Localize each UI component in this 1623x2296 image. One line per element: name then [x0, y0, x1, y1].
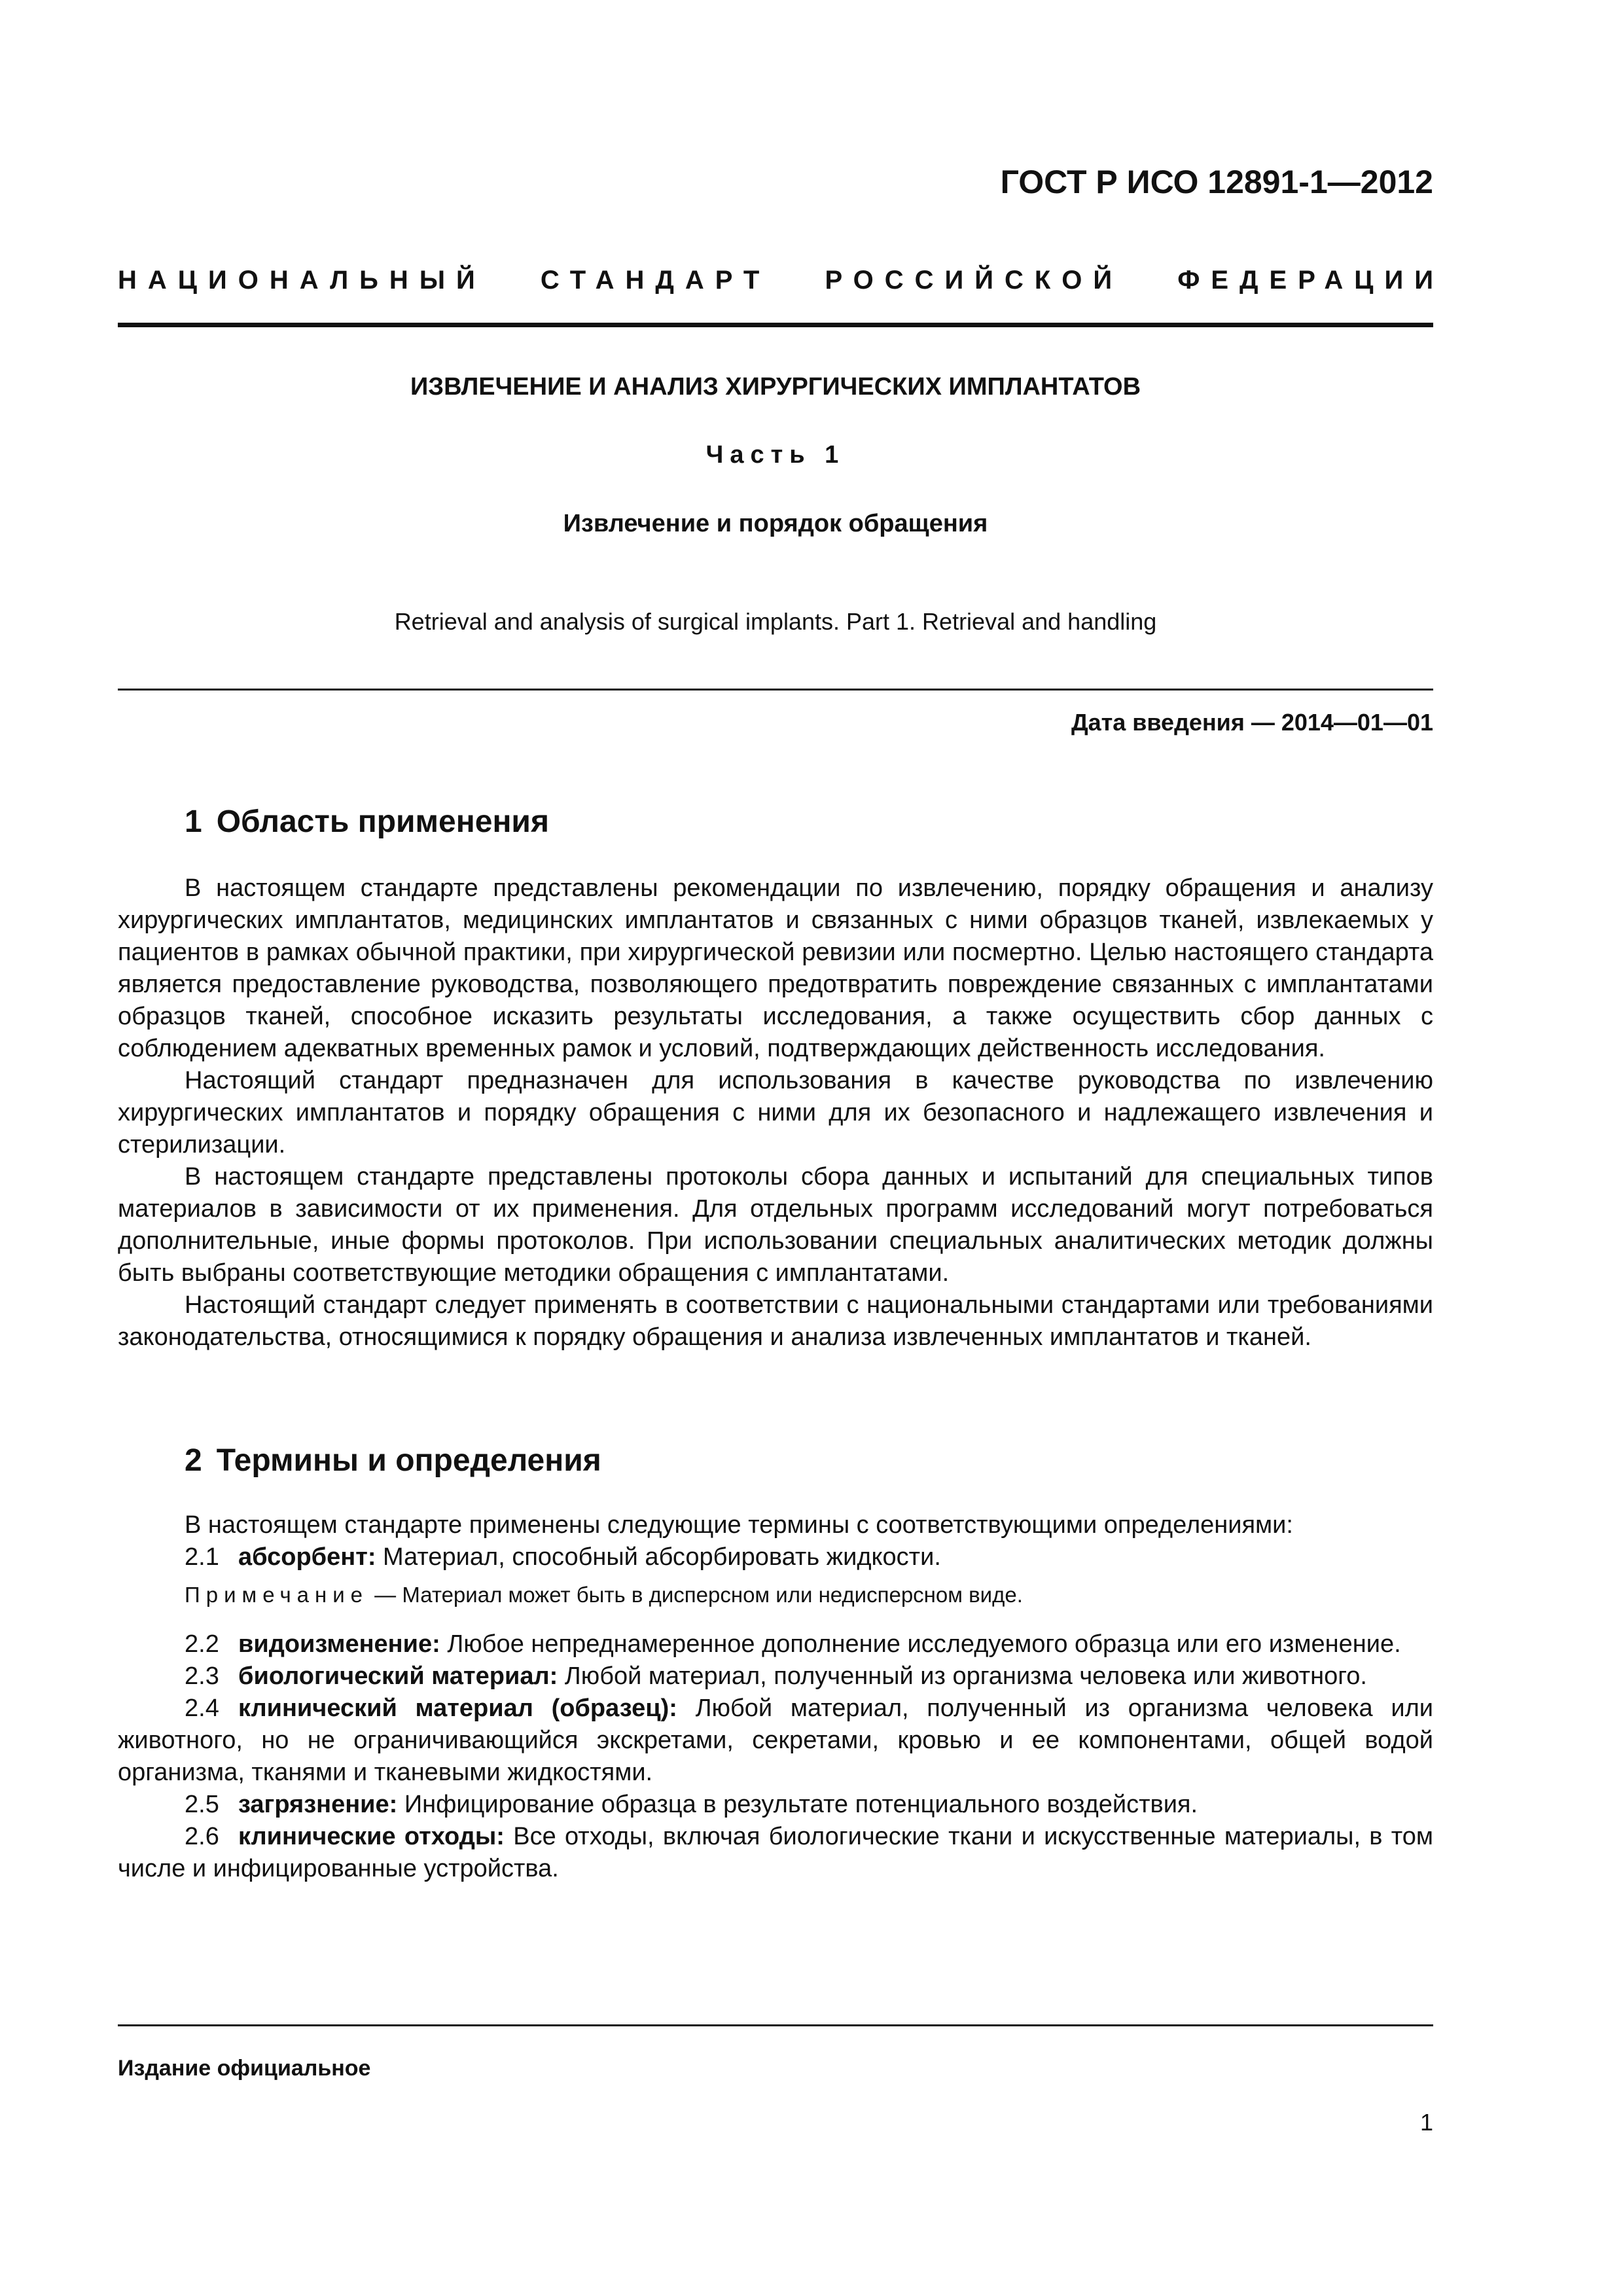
paragraph: В настоящем стандарте представлены протоколы сбора данных и испытаний для специальных типов материалов в зависимости от их применения. Для отдельных программ исследований могут потребоваться дополнительные, иные формы протоколов. При использовании специальных аналитических методик должны быть выбраны соответствующие методики обращения с имплантатами.	[118, 1163, 1433, 1287]
section-number: 1	[185, 804, 202, 839]
section-number: 2	[185, 1443, 202, 1478]
section-1-body	[118, 872, 1433, 1354]
term: загрязнение:	[238, 1791, 398, 1818]
term: клинические отходы:	[238, 1823, 505, 1850]
introduction-date: Дата введения — 2014—01—01	[1071, 709, 1433, 736]
definition: Любой материал, полученный из организма человека или животного, но не ограничивающийся экскретами, секретами, кровью и ее компонентами, общей водой организма, тканями и тканевыми жидкостями.	[118, 1695, 1433, 1786]
part-label: Часть 1	[705, 441, 846, 469]
page-number: 1	[1419, 2109, 1433, 2136]
note-label: Примечание	[185, 1583, 369, 1607]
title-divider	[118, 689, 1433, 691]
term-definition: 2.4 клинический материал (образец): Любой материал, полученный из организма человека или животного, но не ограничивающийся экскретами, секретами, кровью и ее компонентами, общей водой организма, тканями и тканевыми жидкостями.	[118, 1695, 1433, 1786]
national-word: ФЕДЕРАЦИИ	[1177, 266, 1444, 295]
document-code: ГОСТ Р ИСО 12891-1—2012	[1000, 164, 1433, 200]
term-definition: 2.1 абсорбент: Материал, способный абсорбировать жидкости.	[185, 1543, 941, 1571]
national-word: НАЦИОНАЛЬНЫЙ	[118, 266, 486, 295]
section-1-heading	[185, 803, 549, 841]
official-edition-label: Издание официальное	[118, 2056, 371, 2081]
term-definition: 2.6 клинические отходы: Все отходы, включая биологические ткани и искусственные материалы, в том числе и инфицированные устройства.	[118, 1823, 1433, 1882]
paragraph: В настоящем стандарте представлены рекомендации по извлечению, порядку обращения и анализу хирургических имплантатов, медицинских имплантатов и связанных с ними образцов тканей, извлекаемых у пациентов в рамках обычной практики, при хирургической ревизии или посмертно. Целью настоящего стандарта является предоставление руководства, позволяющего предотвратить повреждение связанных с имплантатами образцов тканей, способное исказить результаты исследования, а также осуществить сбор данных с соблюдением адекватных временных рамок и условий, подтверждающих действенность исследования.	[118, 874, 1433, 1062]
definition: Материал, способный абсорбировать жидкости.	[376, 1543, 941, 1571]
paragraph: Настоящий стандарт следует применять в соответствии с национальными стандартами или требованиями законодательства, относящимися к порядку обращения и анализа извлеченных имплантатов и тканей.	[118, 1291, 1433, 1351]
section-2-terms	[118, 1628, 1433, 1885]
document-title: ИЗВЛЕЧЕНИЕ И АНАЛИЗ ХИРУРГИЧЕСКИХ ИМПЛАНТАТОВ	[410, 373, 1141, 401]
section-title: Термины и определения	[216, 1443, 601, 1478]
section-2-heading	[185, 1442, 601, 1480]
term: клинический материал (образец):	[238, 1695, 677, 1722]
term: видоизменение:	[238, 1630, 440, 1658]
definition: Любое непреднамеренное дополнение исследуемого образца или его изменение.	[440, 1630, 1401, 1658]
term-definition: 2.2 видоизменение: Любое непреднамеренное дополнение исследуемого образца или его изменение.	[185, 1630, 1401, 1658]
note	[185, 1581, 1023, 1609]
paragraph: В настоящем стандарте применены следующие термины с соответствующими определениями:	[185, 1511, 1293, 1539]
definition: Любой материал, полученный из организма человека или животного.	[558, 1662, 1367, 1690]
footer-divider	[118, 2024, 1433, 2026]
header-divider	[118, 323, 1433, 327]
term: абсорбент:	[238, 1543, 376, 1571]
national-word: СТАНДАРТ	[540, 266, 771, 295]
term-definition: 2.3 биологический материал: Любой материал, полученный из организма человека или животного.	[185, 1662, 1367, 1690]
note-text: — Материал может быть в дисперсном или недисперсном виде.	[368, 1583, 1023, 1607]
document-subtitle: Извлечение и порядок обращения	[563, 510, 988, 537]
definition: Все отходы, включая биологические ткани и искусственные материалы, в том числе и инфицированные устройства.	[118, 1823, 1433, 1882]
term: биологический материал:	[238, 1662, 558, 1690]
section-2-intro-block	[118, 1509, 1433, 1573]
national-word: РОССИЙСКОЙ	[825, 266, 1124, 295]
national-standard-heading	[118, 264, 1444, 296]
definition: Инфицирование образца в результате потенциального воздействия.	[397, 1791, 1198, 1818]
paragraph: Настоящий стандарт предназначен для использования в качестве руководства по извлечению хирургических имплантатов и порядку обращения с ними для их безопасного и надлежащего извлечения и стерилизации.	[118, 1067, 1433, 1158]
section-title: Область применения	[216, 804, 549, 839]
term-definition: 2.5 загрязнение: Инфицирование образца в результате потенциального воздействия.	[185, 1791, 1198, 1818]
english-title: Retrieval and analysis of surgical implants. Part 1. Retrieval and handling	[394, 608, 1157, 635]
